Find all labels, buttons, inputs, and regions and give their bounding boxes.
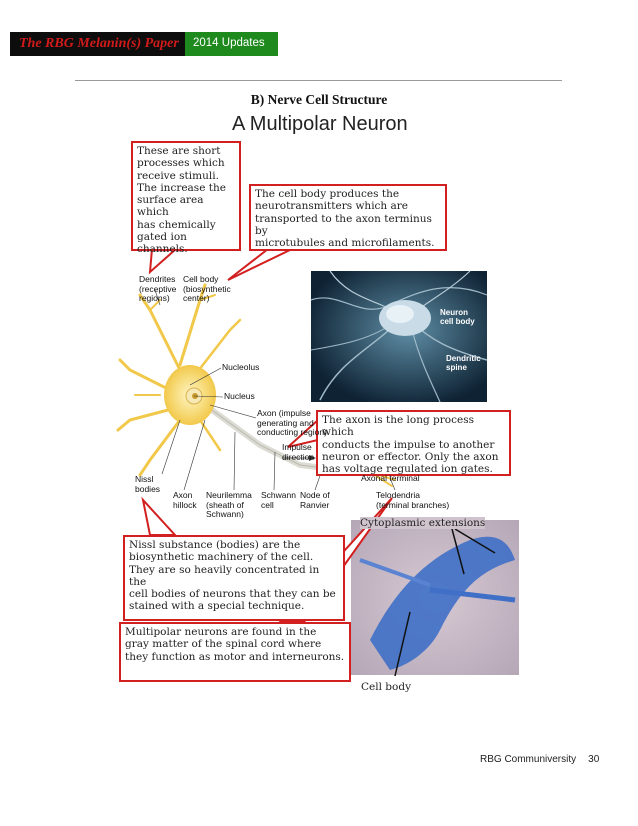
callout-dendrites: These are short processes which receive stimuli. The increase the surface area which has chemically gated ion channels. (131, 141, 241, 251)
callout-multipolar: Multipolar neurons are found in the gray matter of the spinal cord where they function as motor and interneurons. (119, 622, 351, 682)
label-axon: Axon (impulse generating and conducting region) (257, 408, 327, 438)
figure-title: A Multipolar Neuron (232, 113, 408, 135)
section-title: B) Nerve Cell Structure (250, 92, 388, 107)
page-footer (480, 754, 599, 765)
paper-title: The RBG Melanin(s) Paper (19, 36, 179, 51)
label-neuron-cell-body: Neuron cell body (440, 308, 475, 326)
label-cell-body: Cell body (biosynthetic center) (183, 274, 231, 304)
footer-publisher: RBG Communiversity (480, 754, 577, 765)
label-dendritic-spine: Dendritic spine (446, 354, 481, 372)
label-axon-hillock: Axon hillock (173, 490, 197, 510)
page-number: 30 (588, 754, 600, 765)
label-axonal-terminal: Axonal terminal (361, 473, 420, 483)
callout-nissl: Nissl substance (bodies) are the biosynthetic machinery of the cell. They are so heavily concentrated in the cell bodies of neurons that they can be stained with a special technique. (123, 535, 345, 621)
label-nucleolus: Nucleolus (222, 362, 260, 372)
label-neurilemma: Neurilemma (sheath of Schwann) (206, 490, 252, 520)
label-nissl-bodies: Nissl bodies (135, 474, 161, 494)
label-cytoplasmic-extensions: Cytoplasmic extensions (360, 517, 486, 529)
label-impulse-direction: Impulse direction (282, 442, 315, 462)
callout-axon: The axon is the long process which conducts the impulse to another neuron or effector. Only the axon has voltage regulated ion gates. (316, 410, 511, 476)
label-node-of-ranvier: Node of Ranvier (300, 490, 330, 510)
callout-cell-body: The cell body produces the neurotransmitters which are transported to the axon terminus by microtubules and microfilaments. (249, 184, 447, 251)
label-telodendria: Telodendria (terminal branches) (376, 490, 450, 510)
label-nucleus: Nucleus (224, 391, 255, 401)
sem-neuron-photo (311, 271, 487, 402)
updates-label: 2014 Updates (193, 37, 265, 49)
label-schwann-cell: Schwann cell (261, 490, 296, 510)
light-micrograph-photo (351, 520, 519, 675)
label-dendrites: Dendrites (receptive regions) (139, 274, 177, 304)
label-micrograph-cell-body: Cell body (361, 681, 411, 693)
